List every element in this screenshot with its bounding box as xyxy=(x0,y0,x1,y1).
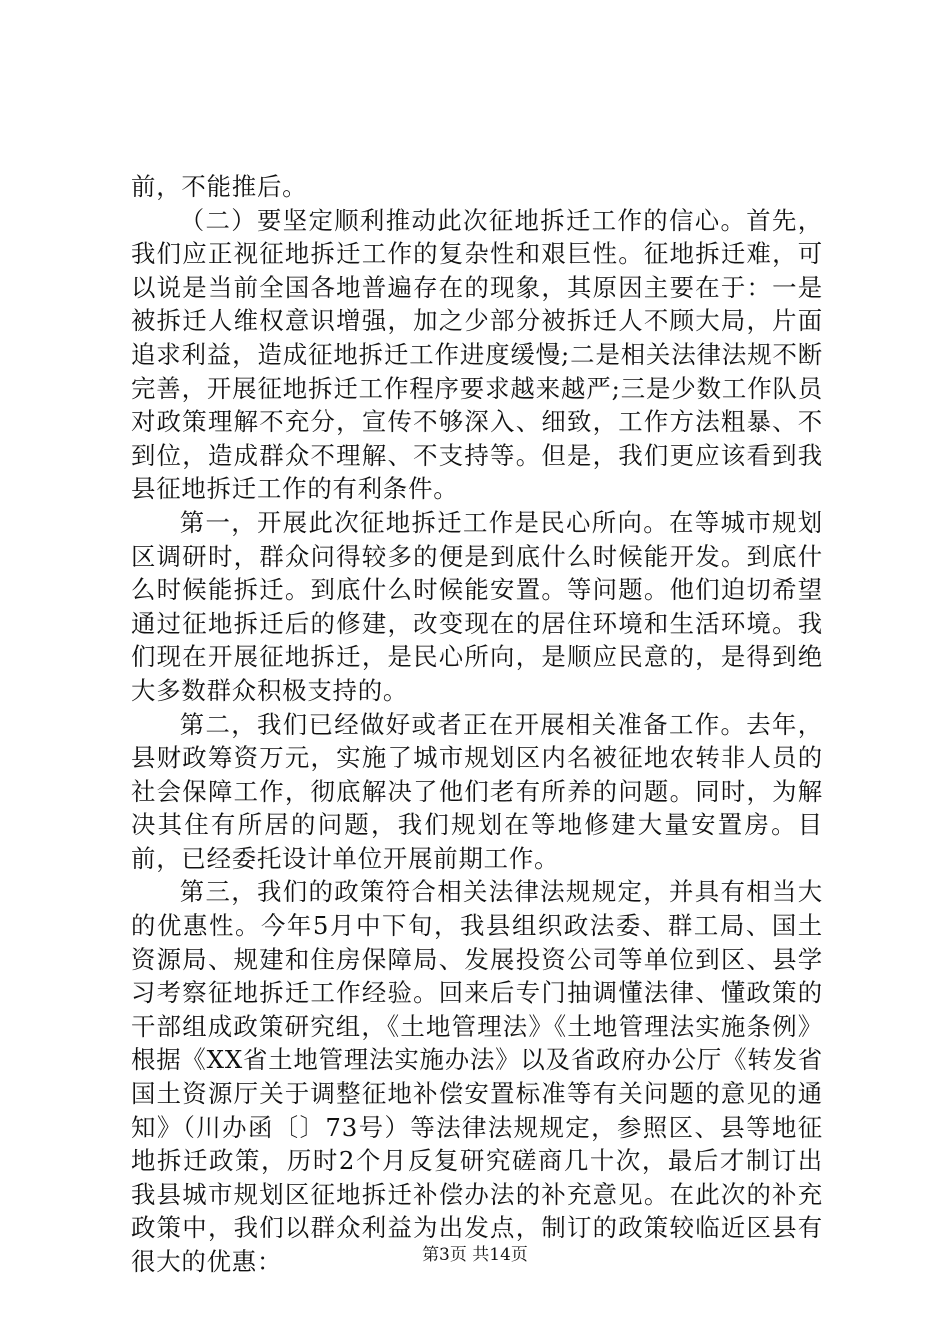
paragraph-second-point: 第二，我们已经做好或者正在开展相关准备工作。去年，县财政筹资万元，实施了城市规划区内名被征地农转非人员的社会保障工作，彻底解决了他们老有所养的问题。同时，为解决其住有所居的问题，我们规划在等地修建大量安置房。目前，已经委托设计单位开展前期工作。 xyxy=(131,709,823,873)
page-footer: 第3页 共14页 xyxy=(422,1245,528,1265)
document-body xyxy=(131,170,823,1279)
paragraph-section-two: （二）要坚定顺利推动此次征地拆迁工作的信心。首先，我们应正视征地拆迁工作的复杂性和艰巨性。征地拆迁难，可以说是当前全国各地普遍存在的现象，其原因主要在于：一是被拆迁人维权意识增强，加之少部分被拆迁人不顾大局，片面追求利益，造成征地拆迁工作进度缓慢;二是相关法律法规不断完善，开展征地拆迁工作程序要求越来越严;三是少数工作队员对政策理解不充分，宣传不够深入、细致，工作方法粗暴、不到位，造成群众不理解、不支持等。但是，我们更应该看到我县征地拆迁工作的有利条件。 xyxy=(131,205,823,504)
paragraph-continuation: 前，不能推后。 xyxy=(131,172,308,201)
paragraph-third-point: 第三，我们的政策符合相关法律法规规定，并具有相当大的优惠性。今年5月中下旬，我县组织政法委、群工局、国土资源局、规建和住房保障局、发展投资公司等单位到区、县学习考察征地拆迁工作经验。回来后专门抽调懂法律、懂政策的干部组成政策研究组，《土地管理法》《土地管理法实施条例》根据《XX省土地管理法实施办法》以及省政府办公厅《转发省国土资源厅关于调整征地补偿安置标准等有关问题的意见的通知》（川办函〔〕73号）等法律法规规定，参照区、县等地征地拆迁政策，历时2个月反复研究磋商几十次，最后才制订出我县城市规划区征地拆迁补偿办法的补充意见。在此次的补充政策中，我们以群众利益为出发点，制订的政策较临近区县有很大的优惠： xyxy=(131,877,823,1276)
paragraph-first-point: 第一，开展此次征地拆迁工作是民心所向。在等城市规划区调研时，群众问得较多的便是到底什么时候能开发。到底什么时候能拆迁。到底什么时候能安置。等问题。他们迫切希望通过征地拆迁后的修建，改变现在的居住环境和生活环境。我们现在开展征地拆迁，是民心所向，是顺应民意的，是得到绝大多数群众积极支持的。 xyxy=(131,507,823,705)
